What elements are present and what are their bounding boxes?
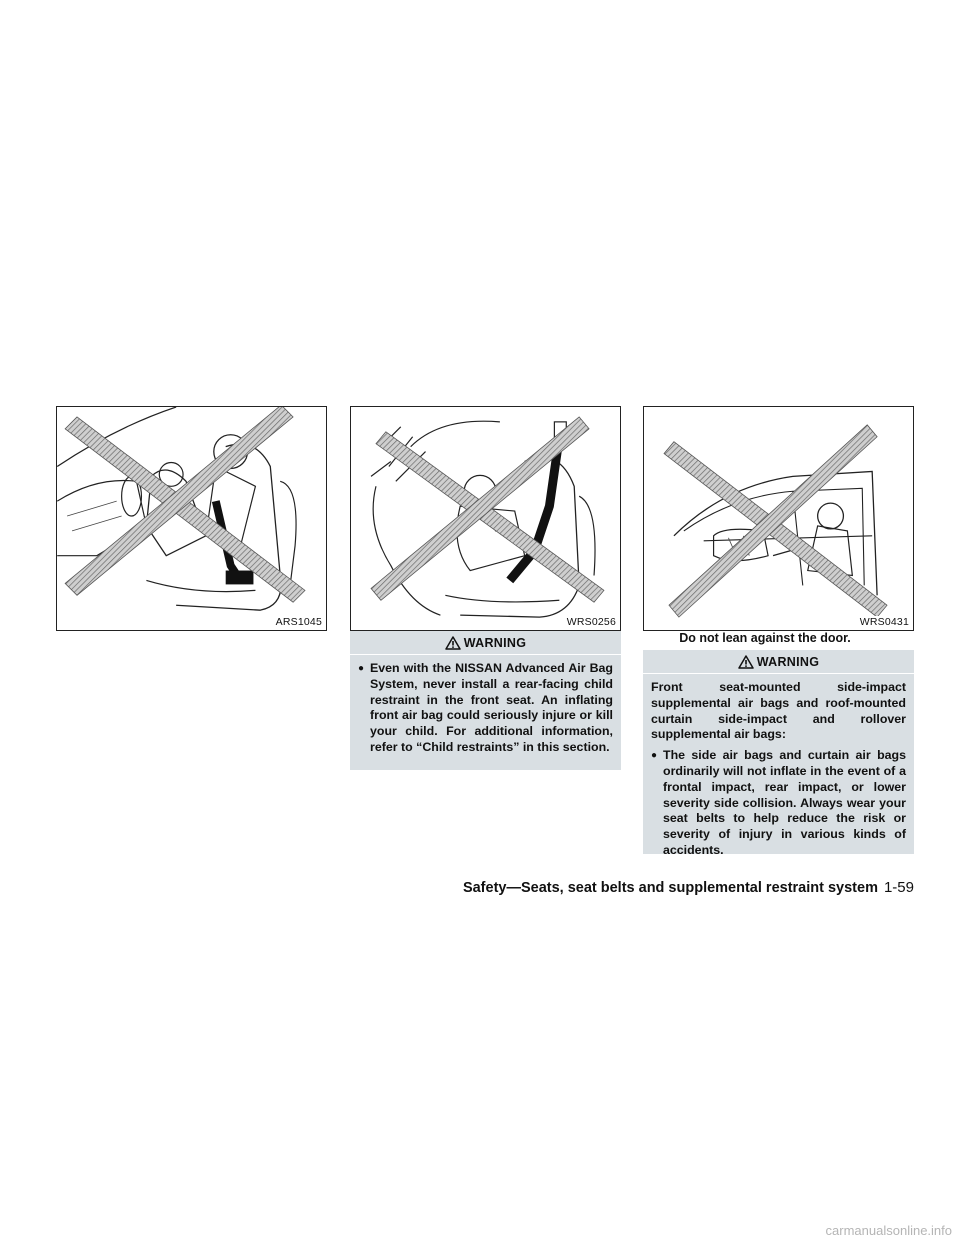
figure-code: WRS0256 [566,616,616,628]
warning-triangle-icon [445,636,461,650]
warning-bullet [358,661,613,756]
page-footer [433,879,914,896]
warning-title: WARNING [463,635,527,650]
figure-caption: Do not lean against the door. [679,631,851,645]
bullet-dot-icon: ● [651,750,658,762]
rear-facing-child-seat-illustration [57,407,326,630]
page-number: 1-59 [883,879,914,896]
figure-code: ARS1045 [275,616,322,628]
bullet-dot-icon: ● [358,663,365,674]
warning-header [350,631,621,655]
warning-box-child-restraint [350,631,621,770]
figure-lean-against-door [643,406,914,631]
footer-section-title: Safety—Seats, seat belts and supplemental restraint system [462,880,878,896]
warning-bullet [651,748,906,859]
warning-bullet-text: The side air bags and curtain air bags ordinarily will not inflate in the event of a frontal impact, rear impact, or lower severity side collision. Always wear your seat belts to help reduce the risk or severity of injury in various kinds of accidents. [663,748,906,857]
warning-bullet-text: Even with the NISSAN Advanced Air Bag System, never install a rear-facing child restraint in the front seat. An inflating front air bag could seriously injure or kill your child. For additional information, refer to “Child restraints” in this section. [370,661,613,754]
watermark: carmanualsonline.info [825,1223,952,1238]
warning-header [643,650,914,674]
warning-title: WARNING [756,654,820,669]
figure-rear-facing-child-seat [56,406,327,631]
warning-triangle-icon [738,655,754,669]
warning-body [350,655,621,764]
lean-against-door-illustration [644,407,913,630]
child-in-front-seat-illustration [351,407,620,630]
warning-body [643,674,914,867]
warning-intro: Front seat-mounted side-impact supplemental air bags and roof-mounted curtain side-impact and rollover supplemental air bags: [651,680,906,742]
warning-box-side-airbags [643,650,914,857]
figure-code: WRS0431 [859,616,909,628]
figure-child-in-front-seat [350,406,621,631]
